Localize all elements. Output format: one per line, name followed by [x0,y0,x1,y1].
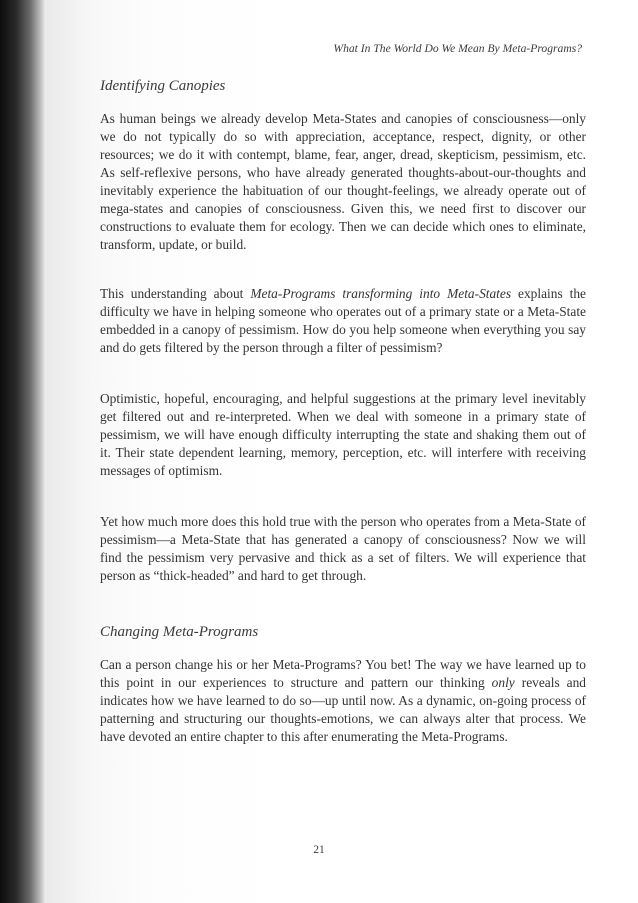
page-number: 21 [313,844,325,856]
paragraph-2 [100,285,586,357]
paragraph-2-text-start: This understanding about [100,286,251,301]
paragraph-3: Optimistic, hopeful, encouraging, and helpful suggestions at the primary level inevitably get filtered out and re-interpreted. When we deal with someone in a primary state of pessimism, we will have enough difficulty interrupting the state and shaking them out of it. Their state dependent learning, memory, perception, etc. will interfere with receiving messages of optimism. [100,391,586,478]
paragraph-5-text-start: Can a person change his or her Meta-Programs? You bet! The way we have learned up to this point in our experiences to structure and pattern our thinking [100,657,586,690]
section-heading-changing-meta-programs: Changing Meta-Programs [100,624,259,640]
paragraph-5-emphasis: only [491,675,515,690]
paragraph-1: As human beings we already develop Meta-States and canopies of consciousness—only we do not typically do so with appreciation, acceptance, respect, dignity, or other resources; we do it with contempt, blame, fear, anger, dread, skepticism, pessimism, etc. As self-reflexive persons, who have already generated thoughts-about-our-thoughts and inevitably experience the habituation of our thought-feelings, we already operate out of mega-states and canopies of consciousness. Given this, we need first to discover our constructions to evaluate them for ecology. Then we can decide which ones to eliminate, transform, update, or build. [100,111,586,252]
book-spine-shadow [0,0,46,903]
paragraph-5-text-end: reveals and indicates how we have learned to do so—up until now. As a dynamic, on-going process of patterning and structuring our thoughts-emotions, we can always alter that process. We have devoted an entire chapter to this after enumerating the Meta-Programs. [100,675,586,744]
paragraph-2-text-end: explains the difficulty we have in helping someone who operates out of a primary state or a Meta-State embedded in a canopy of pessimism. How do you help someone when everything you say and do gets filtered by the person through a filter of pessimism? [100,286,586,355]
paragraph-2-emphasis: Meta-Programs transforming into Meta-States [250,286,512,301]
paragraph-5 [100,656,586,746]
running-head: What In The World Do We Mean By Meta-Programs? [333,42,582,55]
section-heading-identifying-canopies: Identifying Canopies [100,78,226,94]
paragraph-4: Yet how much more does this hold true with the person who operates from a Meta-State of pessimism—a Meta-State that has generated a canopy of consciousness? Now we will find the pessimism very pervasive and thick as a set of filters. We will experience that person as “thick-headed” and hard to get through. [100,514,586,583]
